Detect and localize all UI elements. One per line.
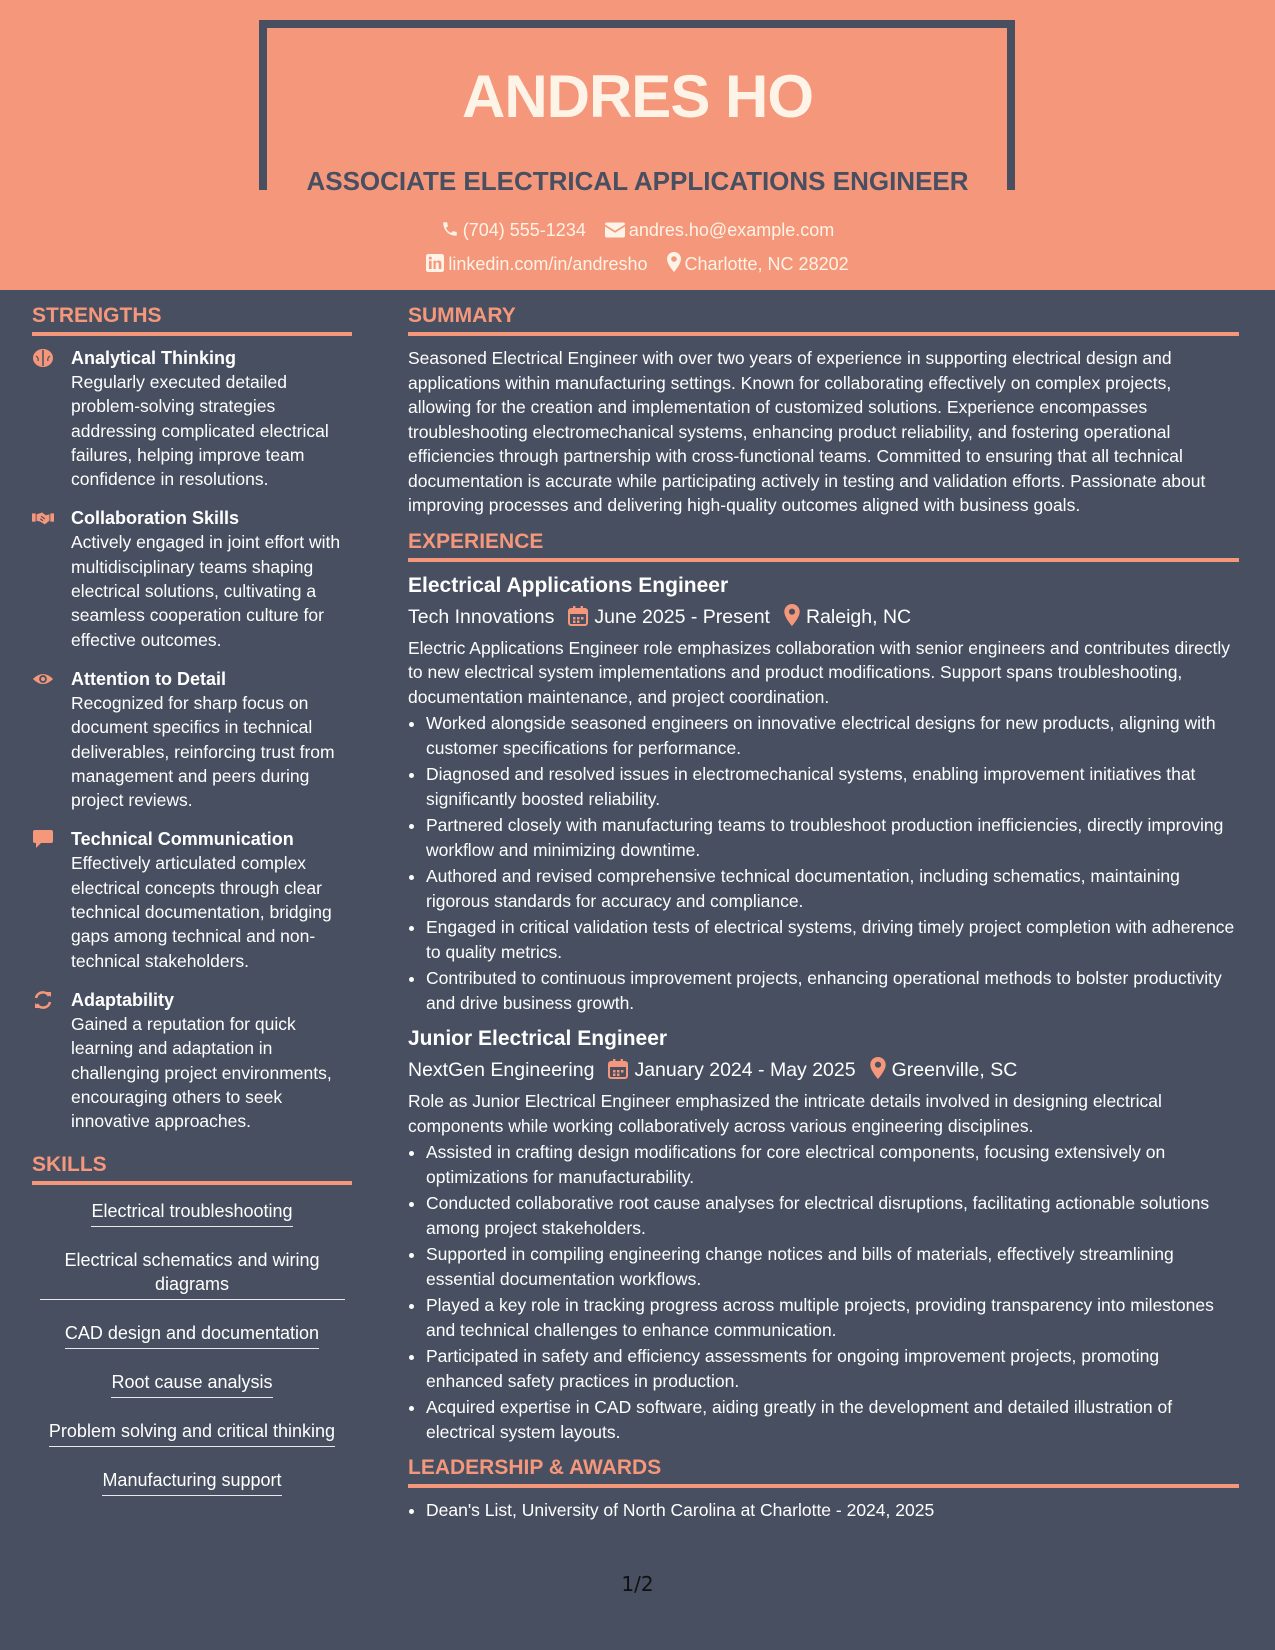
job-company: Tech Innovations (408, 605, 555, 628)
linkedin-contact[interactable] (426, 254, 647, 275)
strength-desc: Recognized for sharp focus on document specifics in technical deliverables, reinforcing trust from management and peers during project reviews. (71, 692, 335, 811)
job-description: Electric Applications Engineer role emphasizes collaboration with senior engineers and contributes directly to new electrical system implementations and product modifications. Support spans troubleshooting, documentation maintenance, and project coordination. (408, 637, 1230, 707)
job-company: NextGen Engineering (408, 1059, 595, 1081)
experience-heading: EXPERIENCE (408, 530, 1239, 562)
right-column (408, 304, 1239, 1533)
candidate-name: ANDRES HO (461, 63, 814, 130)
strength-item (32, 827, 352, 972)
contact-row-2 (0, 252, 1275, 275)
skills-heading: SKILLS (32, 1153, 352, 1185)
brain-icon (32, 348, 54, 368)
page-number: 1/2 (621, 1572, 654, 1596)
map-pin-icon (870, 1057, 886, 1079)
strength-desc: Regularly executed detailed problem-solving strategies addressing complicated electrical failures, helping improve team confidence in resolutions. (71, 372, 329, 490)
linkedin-icon (426, 254, 444, 272)
strength-title: Analytical Thinking (71, 348, 237, 368)
strength-title: Adaptability (71, 989, 175, 1010)
strength-item (32, 506, 352, 651)
list-item: • Acquired expertise in CAD software, aiding greatly in the development and detailed illustration of electrical system layouts. (426, 1395, 1239, 1444)
list-item: • Dean's List, University of North Carolina at Charlotte - 2024, 2025 (426, 1498, 1239, 1523)
strengths-heading: STRENGTHS (32, 304, 352, 336)
candidate-title: ASSOCIATE ELECTRICAL APPLICATIONS ENGINEER (306, 166, 969, 196)
job-location: Greenville, SC (891, 1059, 1018, 1081)
job-description: Role as Junior Electrical Engineer emphasized the intricate details involved in designing electrical components while working collaboratively across various engineering disciplines. (408, 1091, 1162, 1136)
job-title: Junior Electrical Engineer (408, 1027, 668, 1050)
resume-header (0, 0, 1275, 290)
job-meta (408, 602, 1239, 632)
strength-item (32, 988, 352, 1133)
map-pin-icon (667, 252, 681, 272)
list-item: • Worked alongside seasoned engineers on innovative electrical designs for new products, aligning with customer specifications for performance. (426, 711, 1239, 760)
list-item: • Supported in compiling engineering change notices and bills of materials, effectively streamlining essential documentation workflows. (426, 1242, 1239, 1291)
left-column (32, 304, 352, 1513)
job-dates: January 2024 - May 2025 (634, 1059, 856, 1081)
list-item: • Assisted in crafting design modifications for core electrical components, focusing extensively on optimizations for manufacturability. (426, 1140, 1239, 1189)
job-location: Raleigh, NC (805, 605, 912, 628)
list-item: • Partnered closely with manufacturing teams to troubleshoot production inefficiencies, directly improving workflow and minimizing downtime. (426, 813, 1239, 862)
comment-icon (32, 829, 54, 849)
strength-title: Technical Communication (71, 829, 294, 850)
summary-heading: SUMMARY (408, 304, 1239, 336)
eye-icon (32, 669, 54, 689)
skill-item: Electrical schematics and wiring diagrams (40, 1248, 345, 1300)
phone-icon (441, 220, 459, 238)
job-dates: June 2025 - Present (594, 605, 770, 628)
strength-title: Attention to Detail (71, 668, 226, 689)
job-bullets (408, 711, 1239, 1015)
summary-text: Seasoned Electrical Engineer with over two years of experience in supporting electrical design and applications within manufacturing settings. Known for collaborating effectively on complex projects, allowing for the creation and implementation of customized solutions. Experience encompasses troubleshooting electromechanical systems, enhancing product reliability, and fostering operational efficiencies through partnership with cross-functional teams. Committed to ensuring that all technical documentation is accurate while participating actively in testing and validation efforts. Passionate about improving processes and delivering high-quality outcomes aligned with business goals. (408, 348, 1206, 515)
job-entry (408, 1025, 1239, 1444)
map-pin-icon (784, 604, 800, 626)
list-item: • Engaged in critical validation tests of electrical systems, driving timely project completion with adherence to quality metrics. (426, 915, 1239, 964)
job-title: Electrical Applications Engineer (408, 573, 729, 597)
skill-item: Manufacturing support (102, 1468, 281, 1496)
job-bullets (408, 1140, 1239, 1444)
strength-item (32, 667, 352, 812)
phone-contact[interactable] (441, 220, 586, 241)
handshake-icon (32, 508, 54, 528)
strength-desc: Actively engaged in joint effort with multidisciplinary teams shaping electrical solutions, cultivating a seamless cooperation culture for effective outcomes. (71, 532, 341, 650)
list-item: • Contributed to continuous improvement projects, enhancing operational methods to bolster productivity and drive business growth. (426, 966, 1239, 1015)
leadership-list (408, 1498, 1239, 1523)
skill-item: Problem solving and critical thinking (49, 1419, 335, 1447)
skill-item: Root cause analysis (111, 1370, 272, 1398)
job-entry (408, 572, 1239, 1016)
list-item: • Participated in safety and efficiency assessments for ongoing improvement projects, promoting enhanced safety practices in production. (426, 1344, 1239, 1393)
location-text: Charlotte, NC 28202 (684, 254, 849, 274)
strength-item (32, 346, 352, 491)
strength-desc: Gained a reputation for quick learning and adaptation in challenging project environments, encouraging others to seek innovative approaches. (71, 1013, 332, 1132)
refresh-icon (32, 990, 54, 1010)
location-contact (667, 252, 849, 275)
skill-item: Electrical troubleshooting (91, 1199, 292, 1227)
strength-desc: Effectively articulated complex electrical concepts through clear technical documentation, bridging gaps among technical and non-technical stakeholders. (71, 853, 332, 971)
phone-text: (704) 555-1234 (462, 220, 586, 240)
leadership-heading: LEADERSHIP & AWARDS (408, 1456, 1239, 1488)
list-item: • Conducted collaborative root cause analyses for electrical disruptions, facilitating actionable solutions among project stakeholders. (426, 1191, 1239, 1240)
calendar-icon (608, 1059, 628, 1079)
list-item: • Diagnosed and resolved issues in electromechanical systems, enabling improvement initiatives that significantly boosted reliability. (426, 762, 1239, 811)
list-item: • Played a key role in tracking progress across multiple projects, providing transparency into milestones and technical challenges to enhance communication. (426, 1293, 1239, 1342)
envelope-icon (605, 222, 625, 238)
skills-list (32, 1195, 352, 1513)
skill-item: CAD design and documentation (65, 1321, 319, 1349)
job-meta (408, 1055, 1239, 1085)
contact-row-1 (0, 220, 1275, 241)
calendar-icon (568, 606, 588, 626)
email-text: andres.ho@example.com (628, 220, 835, 240)
list-item: • Authored and revised comprehensive technical documentation, including schematics, maintaining rigorous standards for accuracy and compliance. (426, 864, 1239, 913)
strength-title: Collaboration Skills (71, 508, 240, 529)
email-contact[interactable] (605, 220, 834, 241)
linkedin-text: linkedin.com/in/andresho (448, 254, 648, 274)
